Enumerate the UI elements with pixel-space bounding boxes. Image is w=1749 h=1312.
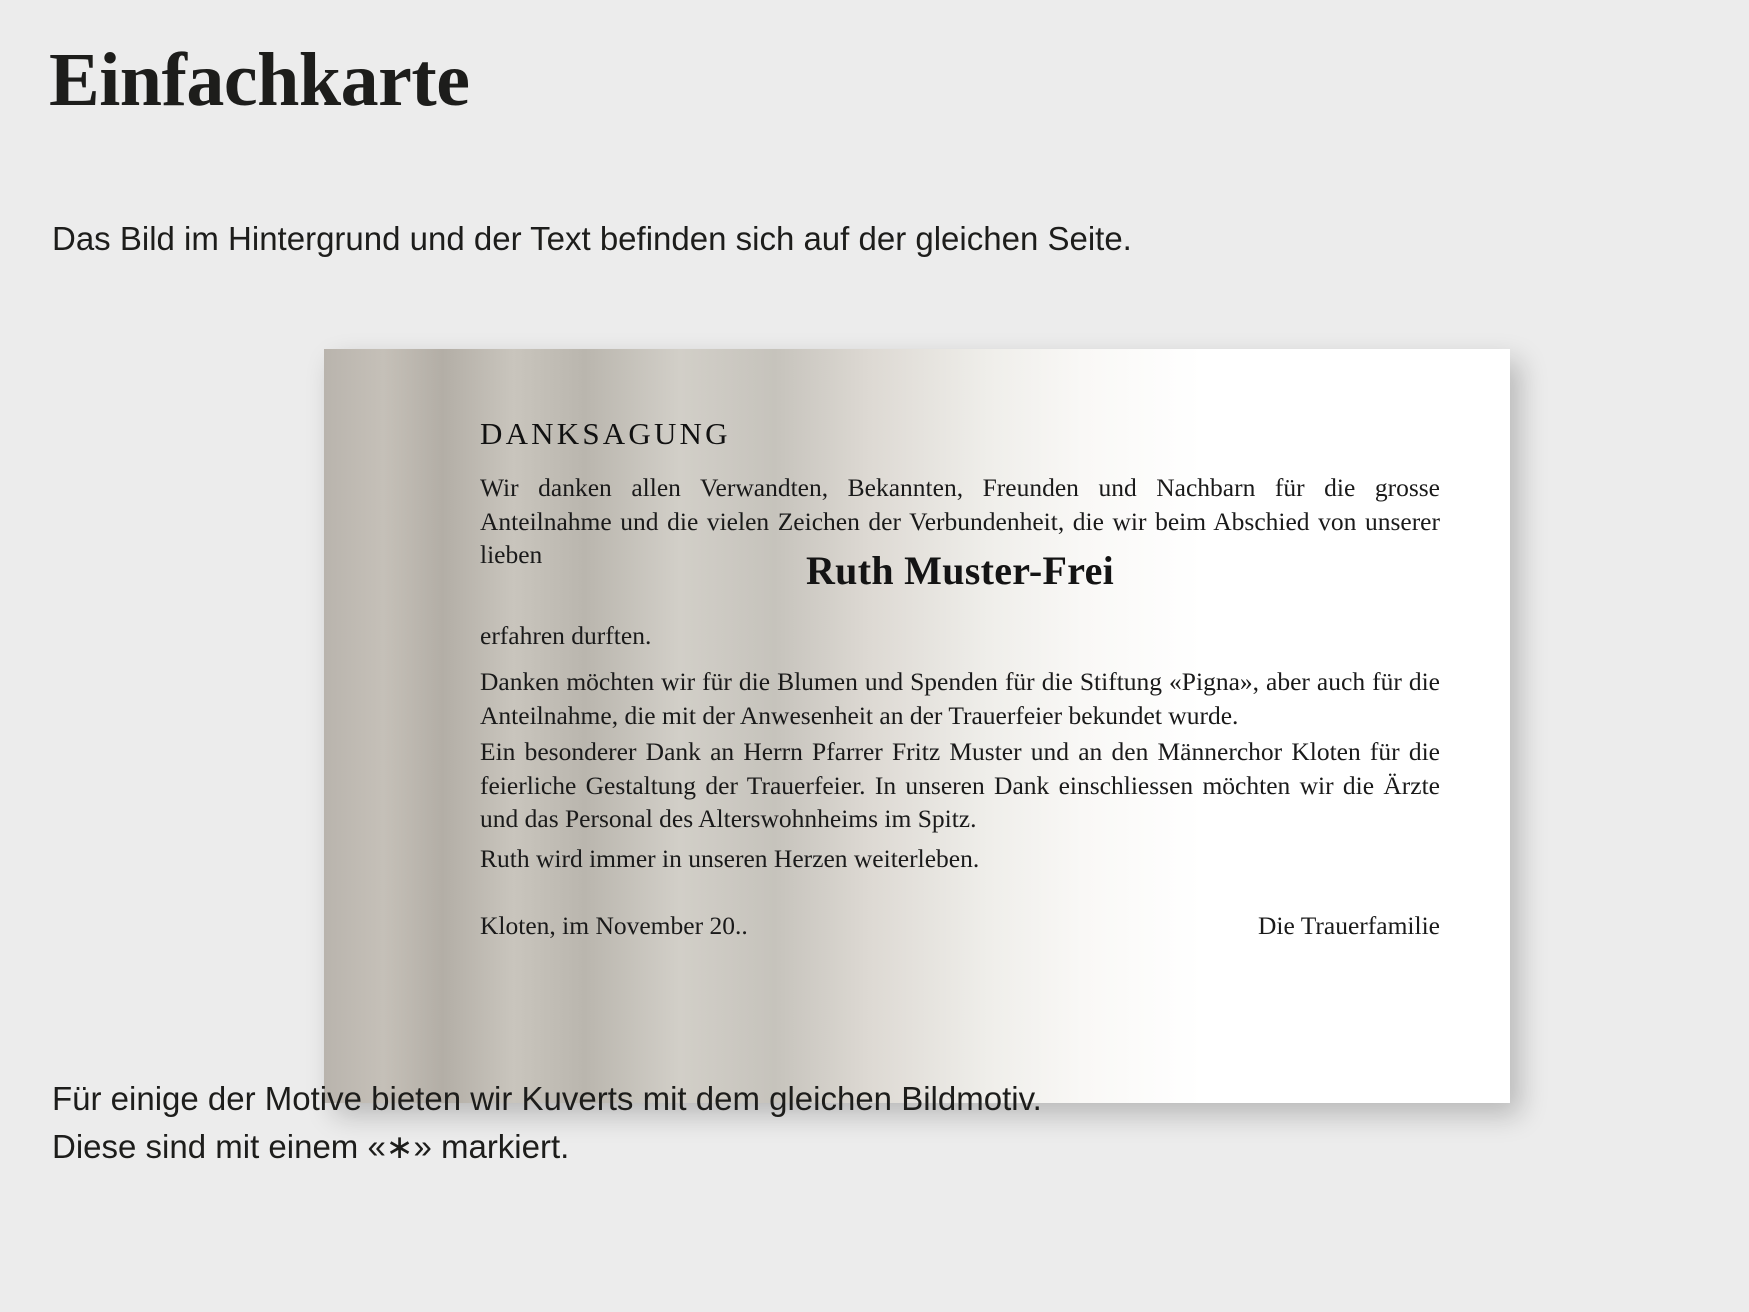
condolence-card [324, 349, 1510, 1103]
card-preview [324, 349, 1510, 1103]
card-paragraph-4: Ein besonderer Dank an Herrn Pfarrer Fritz Muster und an den Männerchor Kloten für die feierliche Gestaltung der Trauerfeier. In unseren Dank einschliessen möchten wir die Ärzte und das Personal des Alterswohnheims im Spitz. [480, 737, 1440, 834]
card-deceased-name: Ruth Muster-Frei [805, 548, 1115, 593]
card-paragraph-2: erfahren durften. [480, 621, 652, 650]
card-paragraph-5: Ruth wird immer in unseren Herzen weiterleben. [480, 844, 980, 873]
footer-note [52, 1075, 1042, 1171]
card-signature: Die Trauerfamilie [1258, 911, 1440, 940]
intro-text: Das Bild im Hintergrund und der Text befinden sich auf der gleichen Seite. [52, 220, 1132, 257]
card-heading: DANKSAGUNG [480, 416, 731, 451]
card-place-date: Kloten, im November 20.. [480, 911, 748, 940]
card-footer [480, 911, 1440, 941]
card-paragraph-1: Wir danken allen Verwandten, Bekannten, Freunden und Nachbarn für die grosse Anteilnahme und die vielen Zeichen der Verbundenheit, die wir beim Abschied von unserer lieben [480, 473, 1440, 570]
card-text-block [480, 349, 1440, 1103]
page-title: Einfachkarte [49, 38, 470, 122]
footer-note-line-2: Diese sind mit einem «∗» markiert. [52, 1127, 570, 1165]
card-paragraph-3: Danken möchten wir für die Blumen und Spenden für die Stiftung «Pigna», aber auch für die Anteilnahme, die mit der Anwesenheit an der Trauerfeier bekundet wurde. [480, 667, 1440, 730]
footer-note-line-1: Für einige der Motive bieten wir Kuverts mit dem gleichen Bildmotiv. [52, 1080, 1042, 1117]
